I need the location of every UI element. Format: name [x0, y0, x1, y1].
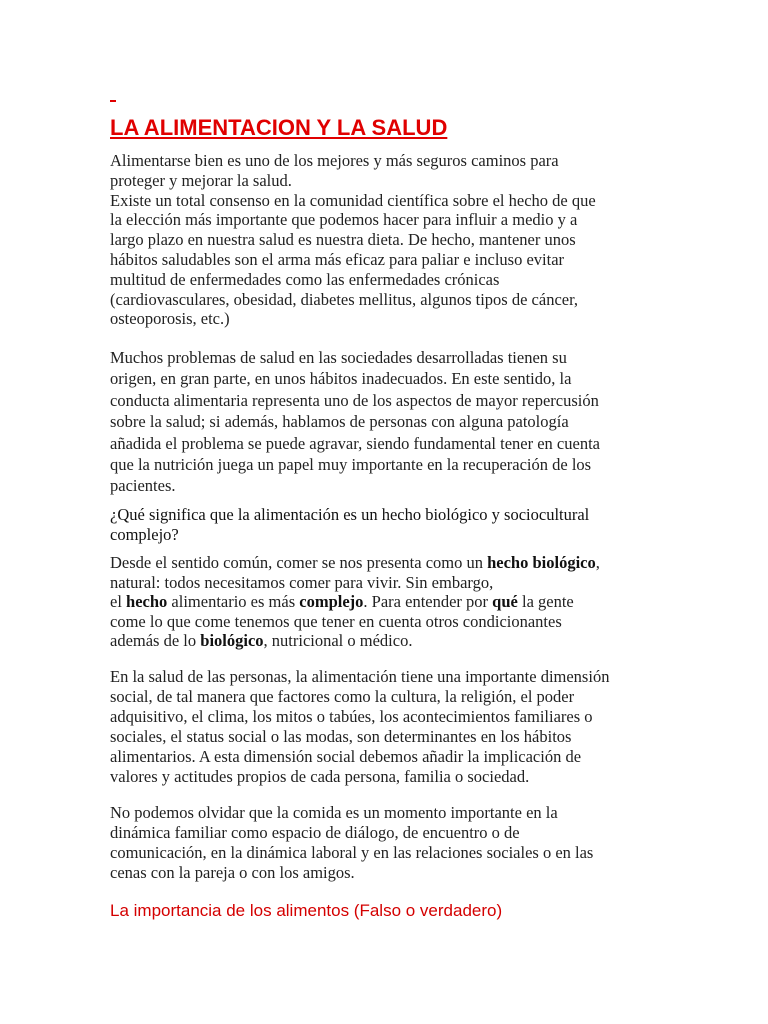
bold-term: complejo	[299, 592, 364, 611]
text-run: . Para entender por	[363, 592, 493, 611]
document-title: LA ALIMENTACION Y LA SALUD	[110, 115, 448, 140]
question-heading: ¿Qué significa que la alimentación es un hecho biológico y sociocultural complejo?	[110, 505, 590, 544]
text-run: , natural: todos necesitamos comer para vivir. Sin embargo, el	[110, 553, 600, 611]
bold-term: qué	[492, 592, 518, 611]
family-dynamics-paragraph: No podemos olvidar que la comida es un momento importante en la dinámica familiar como espacio de diálogo, de encuentro o de comunicación, en la dinámica laboral y en las relaciones sociales o en las cenas con la pareja o con los amigos.	[110, 803, 594, 882]
health-problems-paragraph: Muchos problemas de salud en las sociedades desarrolladas tienen su origen, en gran parte, en unos hábitos inadecuados. En este sentido, la conducta alimentaria representa uno de los aspectos de mayor repercusión sobre la salud; si además, hablamos de personas con alguna patología añadida el problema se puede agravar, siendo fundamental tener en cuenta que la nutrición juega un papel muy importante en la recuperación de los pacientes.	[110, 348, 600, 496]
common-sense-paragraph	[110, 553, 670, 651]
text-run: , nutricional o médico.	[263, 631, 413, 650]
bold-term: hecho	[126, 592, 168, 611]
text-run: Desde el sentido común, comer se nos presenta como un	[110, 553, 488, 572]
section-subtitle: La importancia de los alimentos (Falso o verdadero)	[110, 901, 503, 920]
text-run: la gente come lo que come tenemos que tener en cuenta otros condicionantes además de lo	[110, 592, 574, 650]
bold-term: biológico	[200, 631, 264, 650]
bold-term: hecho biológico	[487, 553, 596, 572]
text-run: alimentario es más	[167, 592, 300, 611]
social-dimension-paragraph: En la salud de las personas, la alimentación tiene una importante dimensión social, de tal manera que factores como la cultura, la religión, el poder adquisitivo, el clima, los mitos o tabúes, los acontecimientos familiares o sociales, el status social o las modas, son determinantes en los hábitos alimentarios. A esta dimensión social debemos añadir la implicación de valores y actitudes propios de cada persona, familia o sociedad.	[110, 667, 610, 786]
intro-paragraph: Alimentarse bien es uno de los mejores y más seguros caminos para proteger y mejorar la salud. Existe un total consenso en la comunidad científica sobre el hecho de que la elección más importante que podemos hacer para influir a medio y a largo plazo en nuestra salud es nuestra dieta. De hecho, mantener unos hábitos saludables son el arma más eficaz para paliar e incluso evitar multitud de enfermedades como las enfermedades crónicas (cardiovasculares, obesidad, diabetes mellitus, algunos tipos de cáncer, osteoporosis, etc.)	[110, 151, 596, 329]
underline-mark	[110, 100, 116, 102]
